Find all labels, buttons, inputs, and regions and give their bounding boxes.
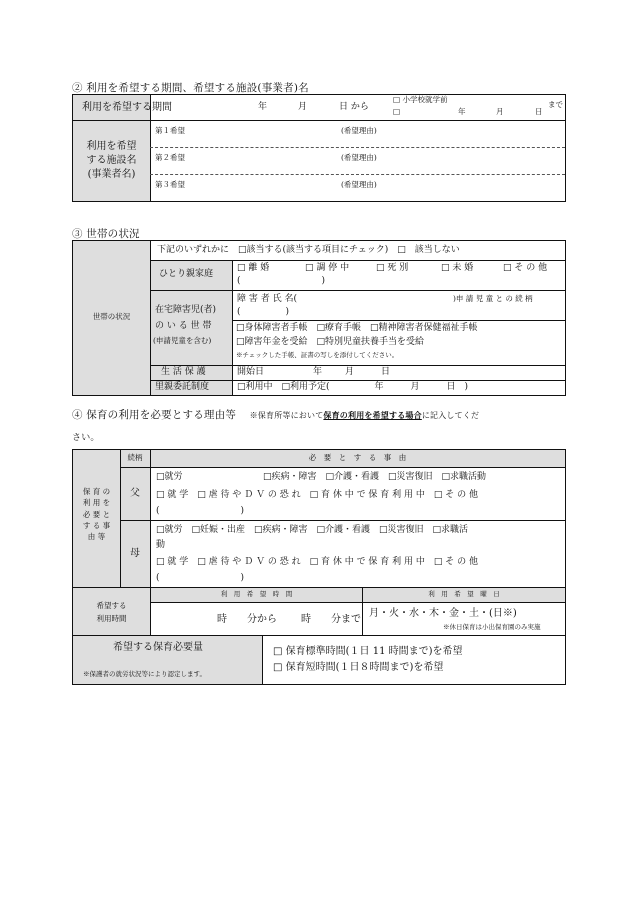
choice-1-label: 第１希望	[155, 126, 185, 135]
mother-other-blank[interactable]: ( )	[156, 573, 245, 583]
single-parent-label: ひとり親家庭	[159, 269, 214, 279]
welfare-day: 日	[381, 367, 391, 377]
period-label: 利用を希望する期間	[82, 102, 172, 113]
single-parent-divorce[interactable]: □ 離 婚	[237, 263, 270, 273]
mother-reasons-line1[interactable]: □就労 □妊娠・出産 □疾病・障害 □介護・看護 □災害復旧 □求職活	[156, 525, 469, 535]
welfare-label: 生 活 保 護	[161, 367, 206, 377]
section4-note-b: に記入してくだ	[421, 411, 480, 420]
hours-side-1: 希望する	[96, 601, 127, 610]
section4-note-bold: 保育の利用を希望する場合	[323, 410, 422, 420]
days-header: 利 用 希 望 曜 日	[428, 590, 500, 598]
section4-title-line2: さい。	[72, 433, 100, 443]
disabled-certificates-2[interactable]: □障害年金を受給 □特別児童扶養手当を受給	[236, 337, 425, 347]
welfare-month: 月	[345, 367, 355, 377]
hours-side-cell	[73, 588, 150, 635]
household-applicability[interactable]: 下記のいずれかに □該当する(該当する項目にチェック) □ 該当しない	[157, 245, 460, 255]
section4-title-text: ④ 保育の利用を必要とする理由等	[72, 409, 237, 421]
foster-label: 里親委託制度	[155, 382, 210, 392]
hours-to[interactable]: 時 分まで	[301, 614, 361, 625]
father-other-blank[interactable]: ( )	[156, 506, 245, 516]
single-parent-unmarried[interactable]: □ 未 婚	[441, 263, 474, 273]
disabled-attach-note: ※チェックした手帳、証書の写しを添付してください。	[236, 351, 399, 359]
choice-3-reason: (希望理由)	[341, 180, 377, 189]
before-school-checkbox[interactable]: □ 小学校就学前	[393, 95, 448, 104]
father-reasons-line1[interactable]: □疾病・障害 □介護・看護 □災害復旧 □求職活動	[263, 472, 487, 482]
father-reasons-line2[interactable]: □ 就 学 □ 虐 待 や Ｄ Ｖ の 恐 れ □ 育 休 中 で 保 育 利 用 中 □ そ の 他	[156, 490, 478, 500]
need-standard-option[interactable]: □ 保育標準時間(１日 11 時間まで)を希望	[273, 646, 463, 657]
col-relation: 続柄	[127, 453, 143, 462]
disabled-label-1: 在宅障害児(者)	[155, 305, 217, 315]
period-day-from: 日 から	[339, 102, 369, 112]
hours-side-2: 利用時間	[96, 614, 127, 623]
period-month: 月	[298, 102, 308, 112]
end-day: 日	[535, 107, 543, 116]
disabled-label-3: (申請児童を含む)	[153, 336, 212, 345]
days-note: ※休日保育は小出保育園のみ実施	[443, 623, 541, 631]
household-table	[72, 240, 566, 396]
section2-title: ② 利用を希望する期間、希望する施設(事業者)名	[72, 82, 309, 94]
hours-header: 利 用 希 望 時 間	[220, 590, 293, 598]
hours-from[interactable]: 時 分から	[217, 614, 277, 625]
welfare-start: 開始日	[237, 367, 265, 377]
need-label: 希望する保育必要量	[113, 642, 203, 653]
section4-title	[72, 407, 479, 422]
reasons-table	[72, 449, 566, 685]
need-note: ※保護者の就労状況等により認定します。	[83, 670, 206, 678]
days-value[interactable]: 月・火・水・木・金・土・(日※)	[369, 608, 517, 619]
facility-label-1: 利用を希望	[86, 141, 137, 152]
disabled-relation[interactable]: )申 請 児 童 と の 続 柄	[453, 294, 533, 303]
father-reason-work[interactable]: □就労	[156, 472, 183, 482]
section3-title: ③ 世帯の状況	[72, 228, 140, 240]
period-facility-table	[72, 94, 566, 202]
disabled-name[interactable]: 障 害 者 氏 名(	[237, 294, 297, 304]
household-side-label: 世帯の状況	[92, 312, 131, 321]
section4-note-a: ※保育所等において	[249, 411, 324, 420]
period-until: まで	[548, 100, 563, 109]
end-month: 月	[496, 107, 504, 116]
mother-reasons-line2[interactable]: □ 就 学 □ 虐 待 や Ｄ Ｖ の 恐 れ □ 育 休 中 で 保 育 利 用 中 □ そ の 他	[156, 557, 478, 567]
col-reasons: 必 要 と す る 事 由	[308, 453, 407, 462]
welfare-year: 年	[313, 367, 323, 377]
single-parent-bereaved[interactable]: □ 死 別	[376, 263, 409, 273]
disabled-certificates-1[interactable]: □身体障害者手帳 □療育手帳 □精神障害者保健福祉手帳	[236, 323, 478, 333]
disabled-relation-blank[interactable]: ( )	[237, 307, 290, 317]
mother-reasons-line1b: 動	[156, 540, 166, 550]
choice-2-label: 第２希望	[155, 153, 185, 162]
facility-label-3: (事業者名)	[87, 169, 136, 180]
mother-label: 母	[130, 548, 140, 559]
choice-1-reason: (希望理由)	[341, 126, 377, 135]
single-parent-other-blank[interactable]: ( )	[237, 276, 326, 286]
single-parent-other[interactable]: □ そ の 他	[503, 263, 548, 273]
need-short-option[interactable]: □ 保育短時間(１日８時間まで)を希望	[273, 662, 444, 673]
single-parent-mediation[interactable]: □ 調 停 中	[305, 263, 350, 273]
foster-value[interactable]: □利用中 □利用予定( 年 月 日 )	[237, 382, 469, 392]
reasons-side-label: 保 育 の 利 用 を 必 要 と す る 事 由 等	[82, 487, 111, 541]
facility-label-2: する施設名	[86, 155, 137, 166]
end-date-checkbox[interactable]: □	[393, 107, 401, 116]
father-label: 父	[130, 488, 140, 499]
end-year: 年	[458, 107, 466, 116]
period-year: 年	[258, 102, 268, 112]
choice-3-label: 第３希望	[155, 180, 185, 189]
disabled-label-2: の い る 世 帯	[155, 321, 212, 331]
choice-2-reason: (希望理由)	[341, 153, 377, 162]
